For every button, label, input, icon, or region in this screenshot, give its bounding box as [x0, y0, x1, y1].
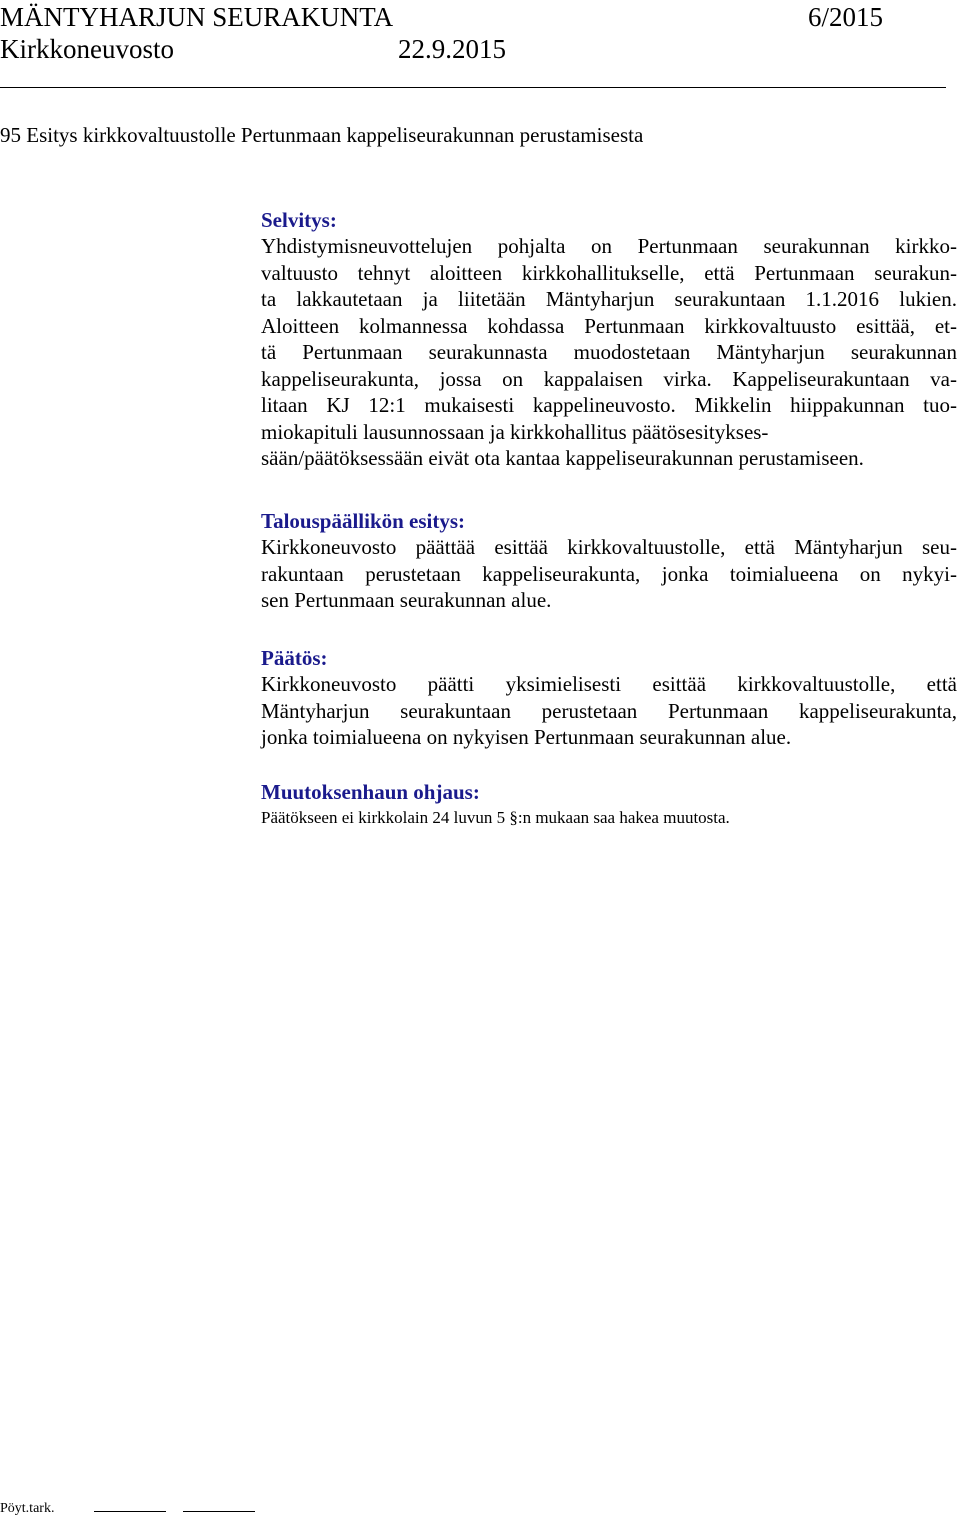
selvitys-paragraph [261, 233, 957, 472]
header-divider [0, 87, 946, 88]
paatos-line: jonka toimialueena on nykyisen Pertunmaan seurakunnan alue. [261, 725, 792, 749]
signature-line [183, 1500, 255, 1512]
esitys-line: sen Pertunmaan seurakunnan alue. [261, 588, 552, 612]
item-title: 95 Esitys kirkkovaltuustolle Pertunmaan kappeliseurakunnan perustamisesta [0, 123, 644, 147]
document-header-meeting-row [0, 34, 174, 64]
selvitys-line: Aloitteen kolmannessa kohdassa Pertunmaan kirkkovaltuusto esittää, et- [261, 313, 957, 338]
section-heading-paatos: Päätös: [261, 646, 328, 670]
footer-label: Pöyt.tark. [0, 1501, 55, 1516]
section-heading-esitys: Talouspäällikön esitys: [261, 509, 466, 533]
muutoksenhaku-text: Päätökseen ei kirkkolain 24 luvun 5 §:n mukaan saa hakea muutosta. [261, 808, 730, 827]
meeting-date: 22.9.2015 [398, 34, 506, 64]
selvitys-line: miokapituli lausunnossaan ja kirkkohallitus päätösesitykses- [261, 419, 769, 444]
organization-name: MÄNTYHARJUN SEURAKUNTA [0, 2, 394, 32]
selvitys-line: valtuusto tehnyt aloitteen kirkkohallitukselle, että Pertunmaan seurakun- [261, 260, 957, 285]
paatos-line: Kirkkoneuvosto päätti yksimielisesti esittää kirkkovaltuustolle, että [261, 672, 957, 696]
paatos-paragraph [261, 671, 957, 751]
body-name: Kirkkoneuvosto [0, 34, 174, 64]
section-selvitys [261, 207, 957, 472]
section-heading-selvitys: Selvitys: [261, 208, 337, 232]
section-paatos [261, 645, 957, 751]
esitys-paragraph [261, 534, 957, 614]
section-muutoksenhaku [261, 779, 957, 829]
signature-line [94, 1500, 166, 1512]
issue-number: 6/2015 [808, 2, 884, 32]
section-heading-muutoksenhaku: Muutoksenhaun ohjaus: [261, 780, 480, 804]
selvitys-line: tä Pertunmaan seurakunnasta muodostetaan Mäntyharjun seurakunnan [261, 340, 957, 364]
document-header-organization-row [0, 2, 393, 32]
paatos-line: Mäntyharjun seurakuntaan perustetaan Pertunmaan kappeliseurakunta, [261, 698, 957, 723]
page-footer [0, 1500, 255, 1517]
esitys-line: rakuntaan perustetaan kappeliseurakunta, jonka toimialueena on nykyi- [261, 561, 957, 586]
selvitys-line: ta lakkautetaan ja liitetään Mäntyharjun seurakuntaan 1.1.2016 lukien. [261, 287, 957, 311]
selvitys-line: sään/päätöksessään eivät ota kantaa kappeliseurakunnan perustamiseen. [261, 446, 864, 470]
section-esitys [261, 508, 957, 614]
selvitys-line: Yhdistymisneuvottelujen pohjalta on Pertunmaan seurakunnan kirkko- [261, 234, 957, 258]
selvitys-line: kappeliseurakunta, jossa on kappalaisen virka. Kappeliseurakuntaan va- [261, 366, 957, 391]
selvitys-line: litaan KJ 12:1 mukaisesti kappelineuvosto. Mikkelin hiippakunnan tuo- [261, 393, 957, 417]
esitys-line: Kirkkoneuvosto päättää esittää kirkkovaltuustolle, että Mäntyharjun seu- [261, 535, 957, 559]
